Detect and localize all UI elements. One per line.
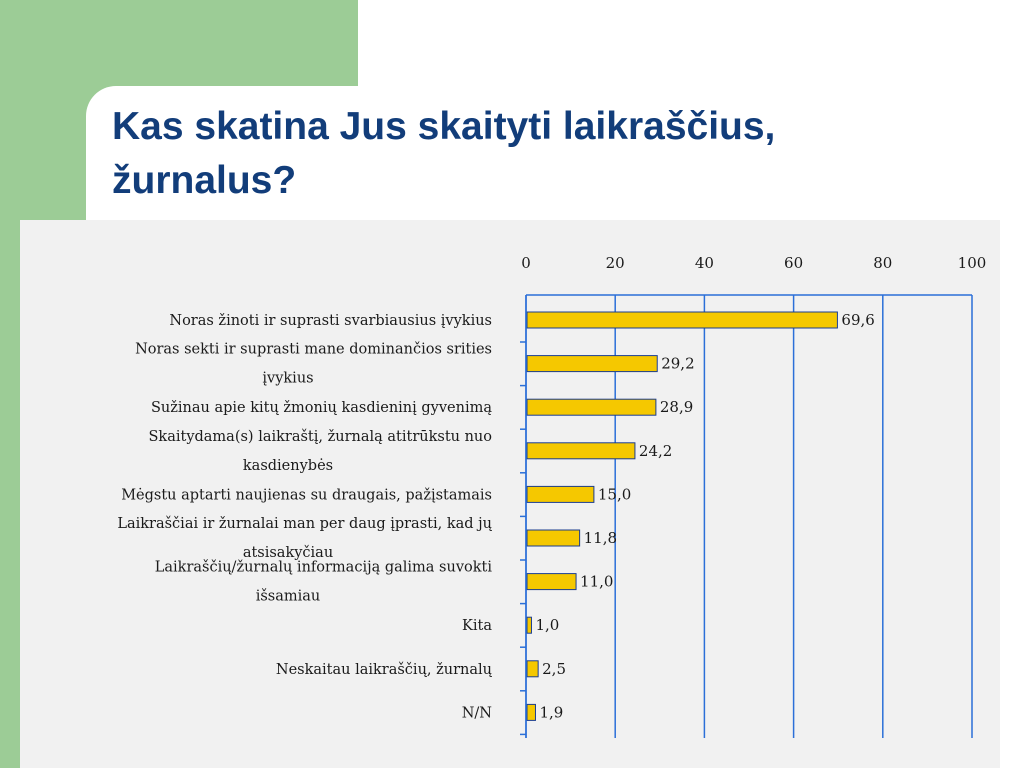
- category-label: Noras sekti ir suprasti mane dominančios srities: [135, 341, 492, 358]
- bar: [527, 574, 576, 590]
- x-tick-label: 40: [694, 254, 714, 272]
- x-tick-label: 60: [784, 254, 804, 272]
- slide-title-line-1: Kas skatina Jus skaityti laikraščius,: [112, 105, 776, 148]
- bar: [527, 530, 580, 546]
- x-tick-label: 0: [521, 254, 531, 272]
- value-label: 28,9: [659, 398, 694, 417]
- category-label: Laikraščiai ir žurnalai man per daug įprasti, kad jų: [117, 516, 492, 532]
- category-label: N/N: [461, 705, 492, 722]
- bar-chart: [20, 220, 1000, 768]
- value-label: 24,2: [638, 441, 673, 460]
- slide-title-line-2: žurnalus?: [112, 159, 297, 202]
- value-label: 11,8: [583, 529, 618, 547]
- bar: [527, 356, 657, 372]
- chart-panel: [20, 220, 1000, 768]
- category-label: Neskaitau laikraščių, žurnalų: [275, 661, 492, 678]
- bar: [527, 399, 656, 415]
- category-label: Laikraščių/žurnalų informaciją galima suvokti: [154, 559, 492, 576]
- category-label-continued: atsisakyčiau: [242, 545, 334, 561]
- value-label: 29,2: [661, 354, 695, 373]
- value-label: 69,6: [841, 311, 875, 329]
- category-label: Mėgstu aptarti naujienas su draugais, pažįstamais: [121, 487, 492, 504]
- x-tick-label: 100: [957, 254, 987, 272]
- value-label: 1,9: [539, 703, 564, 722]
- category-label-continued: įvykius: [262, 370, 314, 387]
- bar: [527, 704, 535, 720]
- category-label: Kita: [462, 618, 492, 635]
- x-tick-label: 20: [605, 254, 625, 272]
- x-tick-label: 80: [873, 254, 893, 272]
- value-label: 15,0: [597, 485, 632, 504]
- category-label: Sužinau apie kitų žmonių kasdieninį gyvenimą: [150, 400, 492, 417]
- category-label: Noras žinoti ir suprasti svarbiausius įvykius: [169, 313, 492, 329]
- value-label: 11,0: [580, 572, 614, 591]
- category-label-continued: kasdienybės: [242, 457, 334, 474]
- value-label: 2,5: [542, 659, 567, 678]
- category-label-continued: išsamiau: [255, 588, 321, 605]
- value-label: 1,0: [535, 616, 560, 635]
- accent-green-strip: [0, 220, 20, 768]
- bar: [527, 486, 594, 502]
- slide-title: [112, 100, 992, 208]
- bar: [527, 312, 837, 328]
- category-label: Skaitydama(s) laikraštį, žurnalą atitrūkstu nuo: [148, 428, 492, 445]
- bar: [527, 617, 531, 633]
- bar: [527, 661, 538, 677]
- bar: [527, 443, 635, 459]
